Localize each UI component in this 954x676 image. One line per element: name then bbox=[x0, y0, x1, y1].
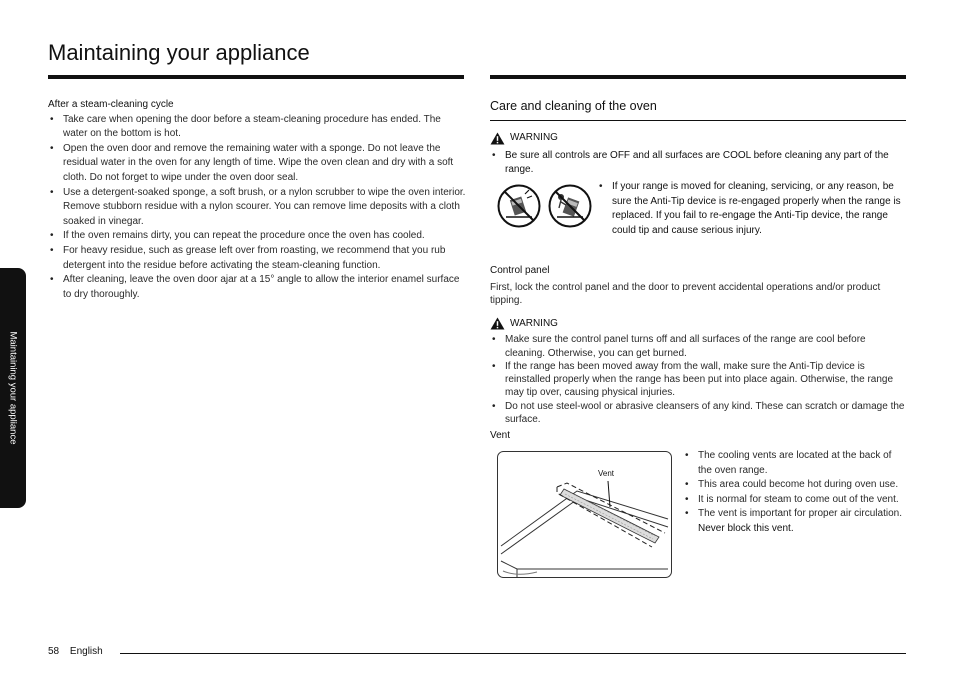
list-item: • If the range has been moved away from the wall, make sure the Anti-Tip device is reinstalled properly when the range has been put into place again. Otherwise, the range may tip over, causing physical injuries. bbox=[490, 360, 906, 400]
left-header-rule bbox=[48, 75, 464, 79]
page-number: 58 bbox=[48, 646, 60, 657]
warning-2-list bbox=[490, 333, 906, 426]
list-item: • If the oven remains dirty, you can repeat the procedure once the oven has cooled. bbox=[48, 229, 466, 244]
list-item: • The cooling vents are located at the back of the oven range. bbox=[683, 449, 908, 478]
side-chapter-tab bbox=[0, 268, 26, 508]
left-column bbox=[48, 98, 466, 302]
page-footer bbox=[48, 646, 103, 657]
list-item: • This area could become hot during oven use. bbox=[683, 478, 908, 493]
warning-block-2 bbox=[490, 317, 906, 443]
range-tip-over-icon bbox=[497, 184, 541, 228]
section-rule bbox=[490, 120, 906, 121]
list-item: • Do not use steel-wool or abrasive cleansers of any kind. These can scratch or damage the surface. bbox=[490, 400, 906, 427]
page-title: Maintaining your appliance bbox=[48, 40, 310, 65]
list-item: • Make sure the control panel turns off and all surfaces of the range are cool before cleaning. Otherwise, you can get burned. bbox=[490, 333, 906, 360]
list-item: • Open the oven door and remove the remaining water with a sponge. Do not leave the residual water in the oven for any length of time. Wipe the oven clean and dry with a soft cloth. Do not forget to wipe under the oven door seal. bbox=[48, 142, 466, 186]
vent-notes bbox=[683, 449, 908, 537]
warning-1-list bbox=[490, 149, 906, 178]
section-heading: Care and cleaning of the oven bbox=[490, 99, 657, 113]
anti-tip-warning bbox=[597, 180, 907, 238]
list-item: • Take care when opening the door before a steam-cleaning procedure has ended. The water on the bottom is hot. bbox=[48, 113, 466, 142]
footer-language: English bbox=[69, 646, 103, 657]
warning-header bbox=[490, 317, 906, 330]
vent-figure-label: Vent bbox=[598, 469, 615, 478]
right-header-rule bbox=[490, 75, 906, 79]
steam-cleaning-list bbox=[48, 113, 466, 303]
warning-header bbox=[490, 131, 906, 146]
control-panel-section bbox=[490, 264, 906, 308]
warning-triangle-icon bbox=[490, 317, 505, 330]
list-item: • Use a detergent-soaked sponge, a soft brush, or a nylon scrubber to wipe the oven interior. Remove stubborn residue with a nylon scourer. You can remove lime deposits with a cloth soaked in vinegar. bbox=[48, 186, 466, 230]
control-panel-heading: Control panel bbox=[490, 265, 550, 276]
warning-block-1 bbox=[490, 131, 906, 178]
range-tip-over-icon bbox=[548, 184, 592, 228]
list-item bbox=[683, 507, 908, 536]
footer-rule bbox=[120, 653, 906, 654]
list-item: • Be sure all controls are OFF and all surfaces are COOL before cleaning any part of the range. bbox=[490, 149, 906, 178]
list-item: • For heavy residue, such as grease left over from roasting, we recommend that you rub detergent into the residue before activating the steam-cleaning function. bbox=[48, 244, 466, 273]
control-panel-text: First, lock the control panel and the door to prevent accidental operations and/or product tipping. bbox=[490, 281, 881, 307]
list-item: • If your range is moved for cleaning, servicing, or any reason, be sure the Anti-Tip device is re-engaged properly when the range is replaced. If you fail to re-engage the Anti-Tip device, the range could tip and cause serious injury. bbox=[597, 180, 907, 238]
side-tab-label: Maintaining your appliance bbox=[7, 331, 19, 445]
steam-cleaning-subheading: After a steam-cleaning cycle bbox=[48, 99, 174, 110]
vent-heading: Vent bbox=[490, 430, 511, 442]
warning-label: WARNING bbox=[510, 132, 558, 143]
list-item: • After cleaning, leave the oven door ajar at a 15° angle to allow the interior enamel surface to dry thoroughly. bbox=[48, 273, 466, 302]
vent-note-text: The vent is important for proper air circulation. bbox=[698, 508, 902, 520]
list-item: • It is normal for steam to come out of the vent. bbox=[683, 493, 908, 508]
vent-note-emphasis: Never block this vent. bbox=[698, 522, 794, 534]
warning-triangle-icon bbox=[490, 132, 505, 145]
warning-label: WARNING bbox=[510, 318, 558, 329]
vent-illustration bbox=[497, 451, 672, 578]
